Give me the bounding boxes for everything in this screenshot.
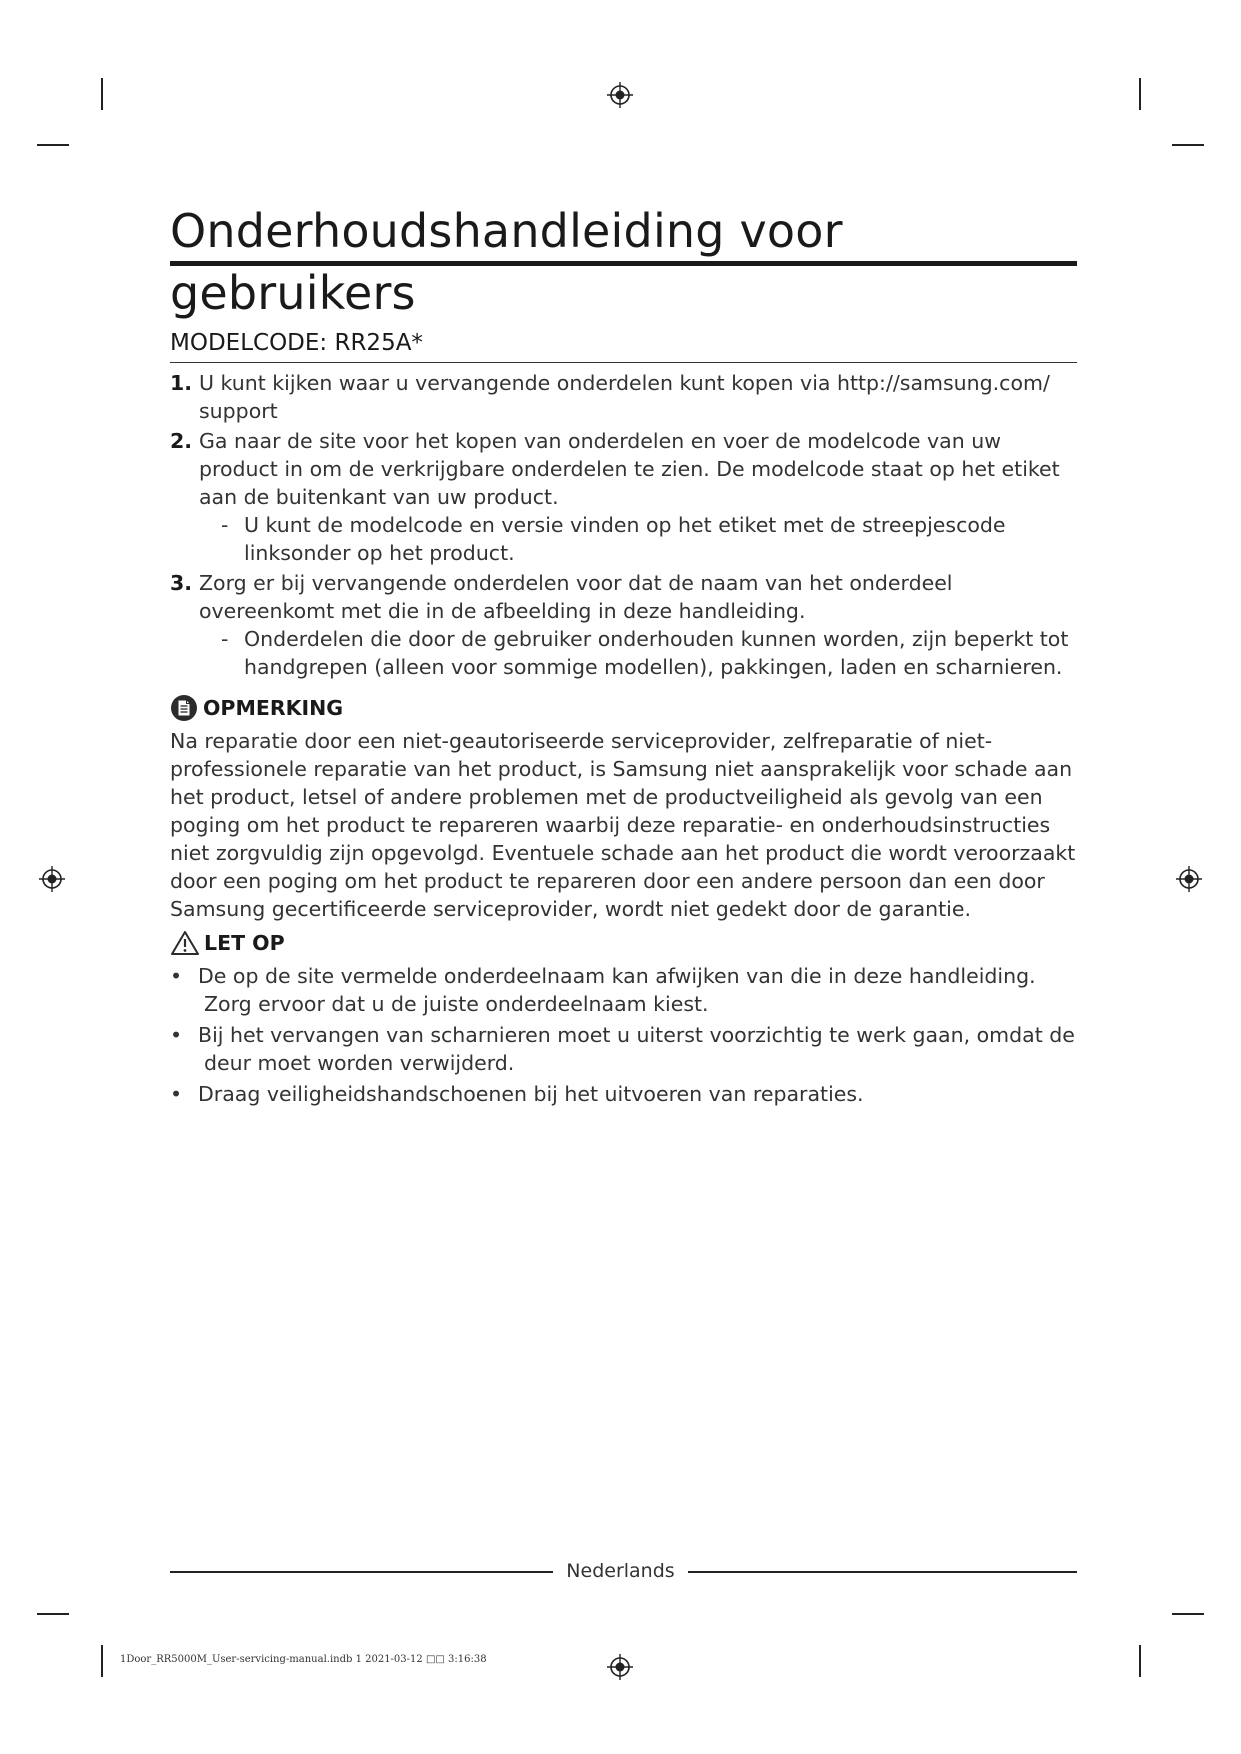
- caution-text: De op de site vermelde onderdeelnaam kan afwijken van die in deze handleiding. Zorg ervoor dat u de juiste onderdeelnaam kiest.: [198, 964, 1036, 1016]
- crop-mark-bottom-right-vertical: [1139, 1645, 1141, 1677]
- footer-rule-left: [170, 1571, 553, 1573]
- note-heading: [170, 693, 343, 723]
- footer-rule-right: [688, 1571, 1077, 1573]
- crop-mark-top-right-vertical: [1139, 78, 1141, 110]
- caution-text: Bij het vervangen van scharnieren moet u uiterst voorzichtig te werk gaan, omdat de deur moet worden verwijderd.: [198, 1023, 1075, 1075]
- step-text: Ga naar de site voor het kopen van onderdelen en voer de modelcode van uw product in om de verkrijgbare onderdelen te zien. De modelcode staat op het etiket aan de buitenkant van uw product.: [199, 429, 1060, 509]
- model-code-heading: MODELCODE: RR25A*: [170, 330, 423, 356]
- registration-mark-icon: [39, 866, 65, 892]
- caution-item: [170, 962, 1080, 1018]
- step-item: [170, 569, 1080, 681]
- registration-mark-icon: [607, 82, 633, 108]
- step-number: 3.: [170, 571, 193, 595]
- note-heading-label: OPMERKING: [203, 696, 344, 720]
- bullet-marker: •: [170, 1082, 183, 1106]
- caution-text: Draag veiligheidshandschoenen bij het uitvoeren van reparaties.: [198, 1082, 864, 1106]
- step-number: 1.: [170, 371, 193, 395]
- warning-triangle-icon: [170, 930, 200, 956]
- caution-heading: [170, 928, 285, 958]
- print-slug: 1Door_RR5000M_User-servicing-manual.indb 1 2021-03-12 □□ 3:16:38: [120, 1654, 487, 1665]
- step-sub-text: Onderdelen die door de gebruiker onderhouden kunnen worden, zijn beperkt tot handgrepen (alleen voor sommige modellen), pakkingen, laden en scharnieren.: [244, 627, 1069, 679]
- crop-mark-top-right-horizontal: [1172, 144, 1204, 146]
- step-number: 2.: [170, 429, 193, 453]
- title-underline: [170, 261, 1077, 266]
- step-sub-item: [192, 511, 1080, 567]
- dash-marker: -: [221, 627, 229, 651]
- step-text: U kunt kijken waar u vervangende onderdelen kunt kopen via http://samsung.com/ support: [199, 371, 1050, 423]
- crop-mark-bottom-left-vertical: [101, 1645, 103, 1677]
- dash-marker: -: [221, 513, 229, 537]
- caution-list: [170, 962, 1080, 1111]
- caution-heading-label: LET OP: [204, 931, 285, 955]
- bullet-marker: •: [170, 1023, 183, 1047]
- bullet-marker: •: [170, 964, 183, 988]
- registration-mark-icon: [607, 1654, 633, 1680]
- caution-item: [170, 1080, 1080, 1108]
- step-sub-item: [192, 625, 1080, 681]
- page-title: Onderhoudshandleiding voor gebruikers: [170, 204, 843, 320]
- crop-mark-top-left-vertical: [101, 78, 103, 110]
- step-text: Zorg er bij vervangende onderdelen voor dat de naam van het onderdeel overeenkomt met die in de afbeelding in deze handleiding.: [199, 571, 953, 623]
- footer-language: Nederlands: [566, 1560, 675, 1582]
- step-sub-text: U kunt de modelcode en versie vinden op het etiket met de streepjescode linksonder op het product.: [244, 513, 1006, 565]
- note-icon: [170, 694, 198, 722]
- steps-list: [170, 369, 1080, 683]
- crop-mark-bottom-right-horizontal: [1172, 1613, 1204, 1615]
- crop-mark-top-left-horizontal: [37, 144, 69, 146]
- note-body: Na reparatie door een niet-geautoriseerde serviceprovider, zelfreparatie of niet-professionele reparatie van het product, is Samsung niet aansprakelijk voor schade aan het product, letsel of andere problemen met de productveiligheid als gevolg van een poging om het product te repareren waarbij deze reparatie- en onderhoudsinstructies niet zorgvuldig zijn opgevolgd. Eventuele schade aan het product die wordt veroorzaakt door een poging om het product te repareren door een andere persoon dan een door Samsung gecertificeerde serviceprovider, wordt niet gedekt door de garantie.: [170, 729, 1076, 921]
- step-item: [170, 427, 1080, 567]
- crop-mark-bottom-left-horizontal: [37, 1613, 69, 1615]
- step-item: [170, 369, 1080, 425]
- registration-mark-icon: [1176, 866, 1202, 892]
- section-divider: [170, 362, 1077, 363]
- caution-item: [170, 1021, 1080, 1077]
